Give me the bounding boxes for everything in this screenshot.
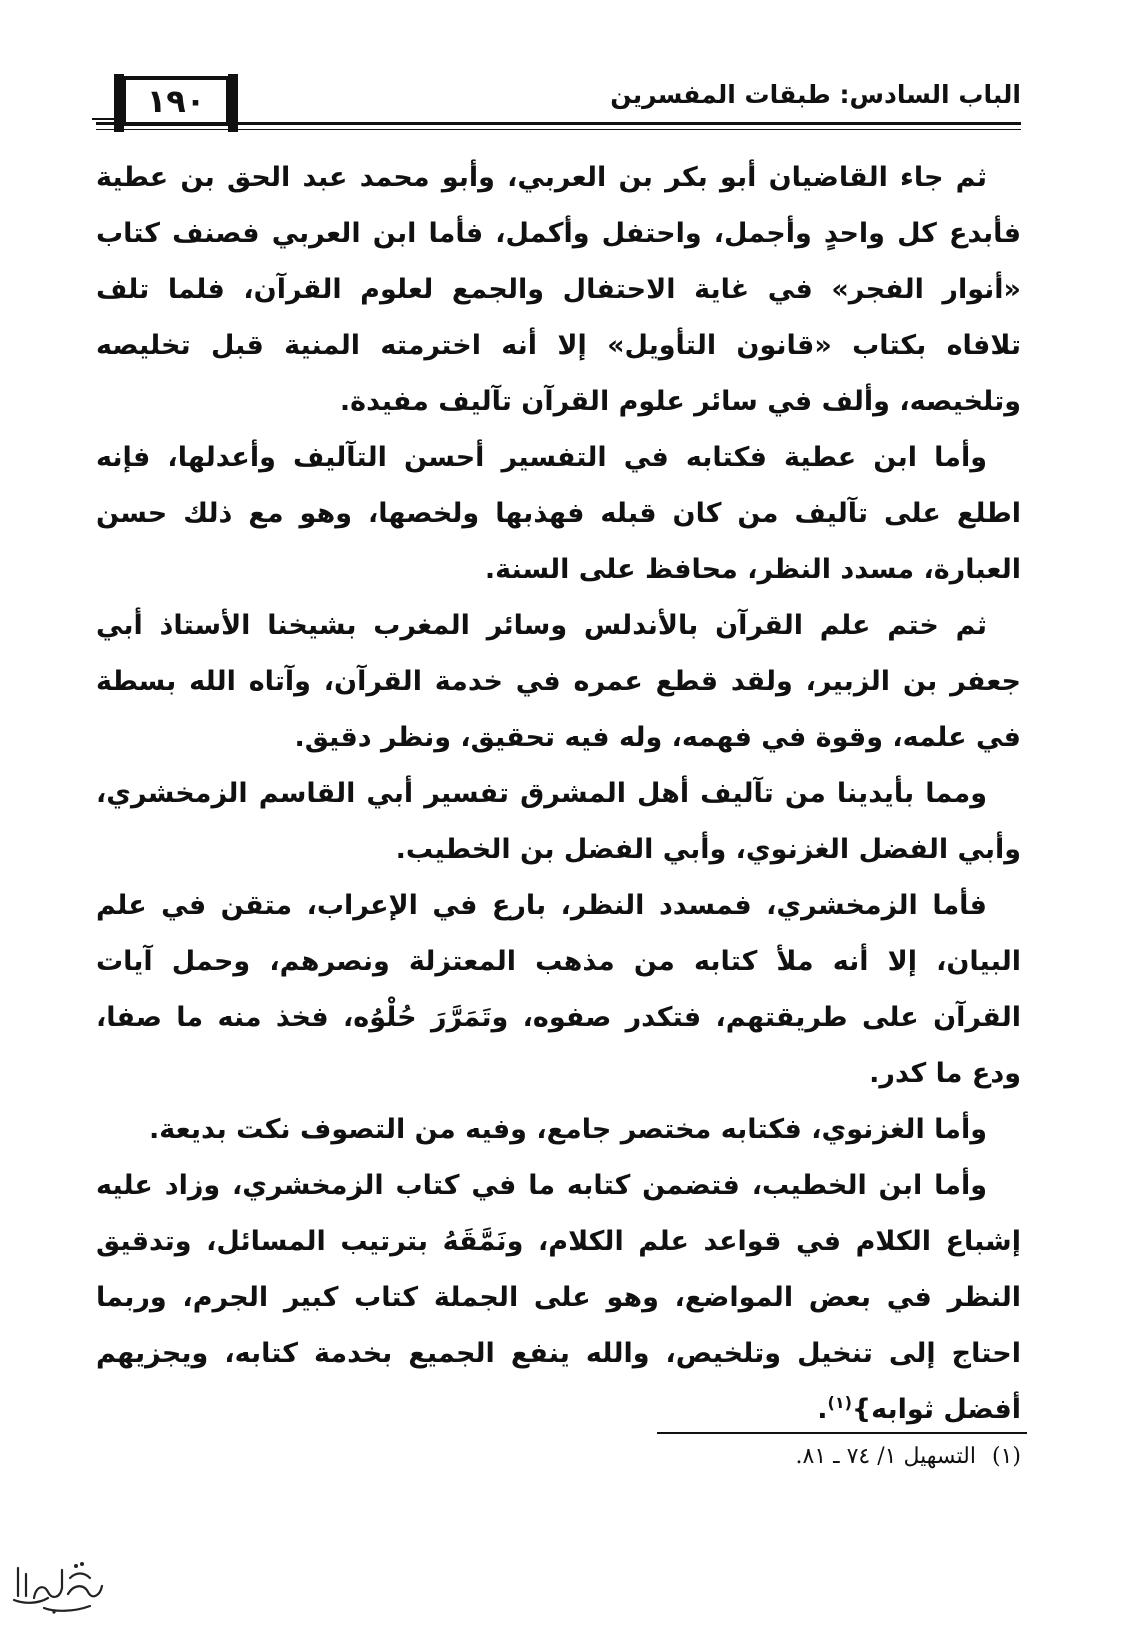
chapter-title: الباب السادس: طبقات المفسرين (610, 80, 1021, 109)
paragraph: وأما الغزنوي، فكتابه مختصر جامع، وفيه من التصوف نكت بديعة. (148, 1114, 987, 1145)
footnote (796, 1444, 1021, 1469)
page-number-box (122, 76, 230, 126)
paragraph-last-tail: . (817, 1394, 828, 1425)
footnote-separator (657, 1432, 1027, 1434)
paragraph-last-text: وأما ابن الخطيب، فتضمن كتابه ما في كتاب الزمخشري، وزاد عليه إشباع الكلام في قواعد علم الكلام، ونَمَّقَهُ بترتيب المسائل، وتدقيق النظر في بعض المواضع، وهو على الجملة كتاب كبير الجرم، وربما احتاج إلى تنخيل وتلخيص، والله ينفع الجميع بخدمة كتابه، ويجزيهم أفضل ثوابه} (96, 1170, 1021, 1425)
page-number: ١٩٠ (146, 82, 206, 120)
header-rule-thin (96, 129, 1021, 130)
paragraph: ومما بأيدينا من تآليف أهل المشرق تفسير أبي القاسم الزمخشري، وأبي الفضل الغزنوي، وأبي الفضل بن الخطيب. (96, 778, 1021, 865)
main-text (96, 150, 1021, 1438)
header-rule-thick (96, 122, 1021, 125)
paragraph: وأما ابن عطية فكتابه في التفسير أحسن التآليف وأعدلها، فإنه اطلع على تآليف من كان قبله فهذبها ولخصها، وهو مع ذلك حسن العبارة، مسدد النظر، محافظ على السنة. (96, 442, 1021, 585)
footnote-reference: (١) (827, 1393, 852, 1412)
paragraph: فأما الزمخشري، فمسدد النظر، بارع في الإعراب، متقن في علم البيان، إلا أنه ملأ كتابه من مذهب المعتزلة ونصرهم، وحمل آيات القرآن على طريقتهم، فتكدر صفوه، وتَمَرَّرَ حُلْوُه، فخذ منه ما صفا، ودع ما كدر. (96, 890, 1021, 1089)
footnote-marker: (١) (991, 1444, 1021, 1469)
paragraph-last (96, 1158, 1021, 1438)
page-header (96, 74, 1021, 130)
footnote-text: التسهيل ١/ ٧٤ ـ ٨١. (795, 1444, 976, 1469)
paragraph: ثم جاء القاضيان أبو بكر بن العربي، وأبو محمد عبد الحق بن عطية فأبدع كل واحدٍ وأجمل، واحتفل وأكمل، فأما ابن العربي فصنف كتاب «أنوار الفجر» في غاية الاحتفال والجمع لعلوم القرآن، فلما تلف تلافاه بكتاب «قانون التأويل» إلا أنه اخترمته المنية قبل تخليصه وتلخيصه، وألف في سائر علوم القرآن تآليف مفيدة. (96, 162, 1021, 417)
library-logo (4, 1548, 112, 1620)
paragraph: ثم ختم علم القرآن بالأندلس وسائر المغرب بشيخنا الأستاذ أبي جعفر بن الزبير، ولقد قطع عمره في خدمة القرآن، وآتاه الله بسطة في علمه، وقوة في فهمه، وله فيه تحقيق، ونظر دقيق. (96, 610, 1021, 753)
